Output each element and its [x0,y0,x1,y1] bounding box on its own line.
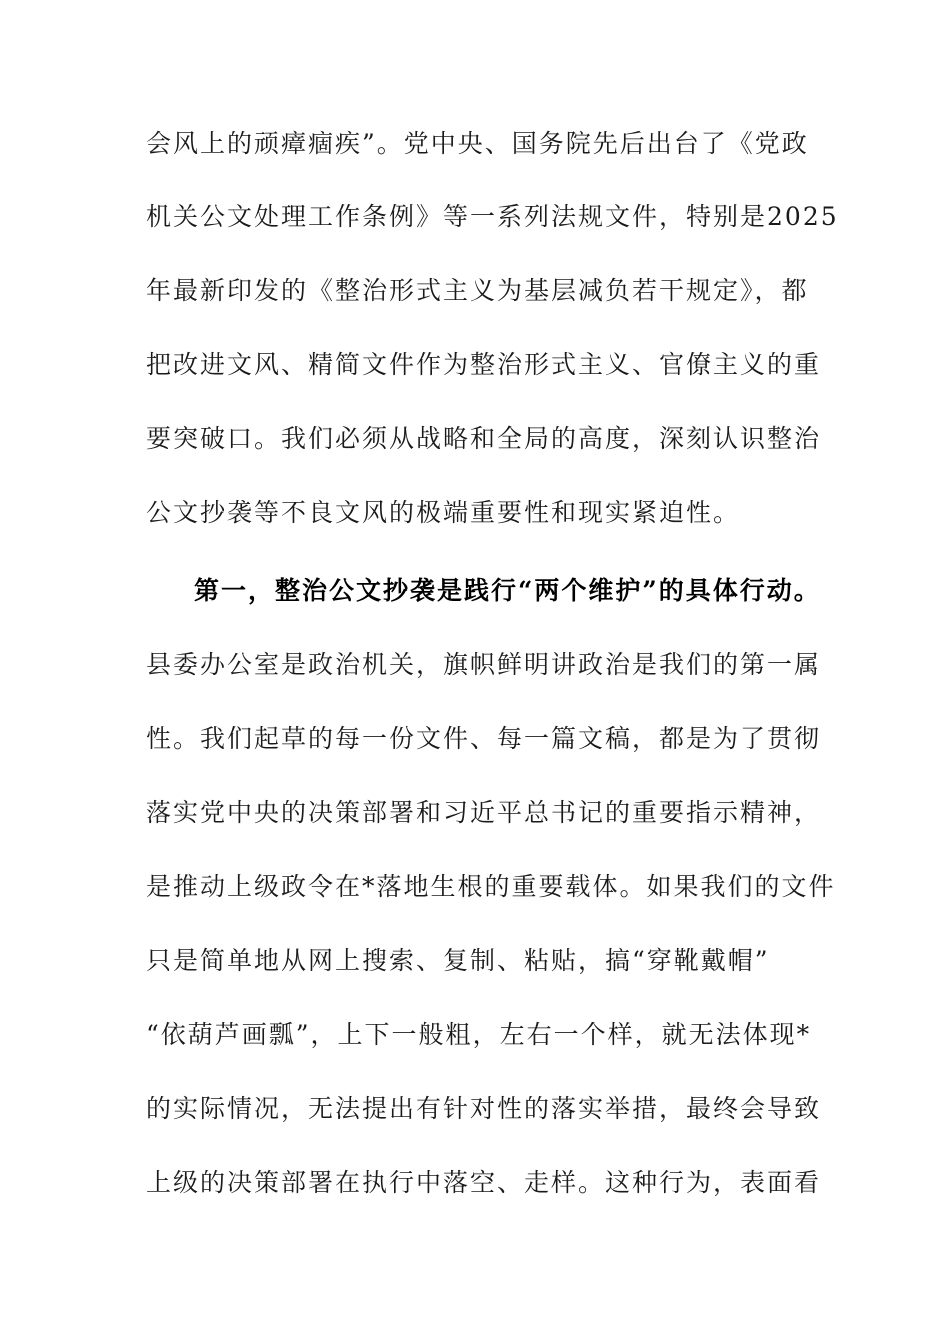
paragraph-line: 上级的决策部署在执行中落空、走样。这种行为，表面看 [146,1168,822,1197]
paragraph-line: 机关公文处理工作条例》等一系列法规文件，特别是2025 [146,202,839,231]
paragraph-line: 公文抄袭等不良文风的极端重要性和现实紧迫性。 [146,498,741,527]
paragraph-line: 把改进文风、精简文件作为整治形式主义、官僚主义的重 [146,350,822,379]
paragraph-line: 性。我们起草的每一份文件、每一篇文稿，都是为了贯彻 [146,724,822,753]
paragraph-line: “依葫芦画瓢”，上下一般粗，左右一个样，就无法体现* [146,1020,812,1049]
paragraph-line: 要突破口。我们必须从战略和全局的高度，深刻认识整治 [146,424,822,453]
paragraph-line: 县委办公室是政治机关，旗帜鲜明讲政治是我们的第一属 [146,650,822,679]
paragraph-line: 落实党中央的决策部署和习近平总书记的重要指示精神， [146,798,822,827]
paragraph-line: 是推动上级政令在*落地生根的重要载体。如果我们的文件 [146,872,836,901]
paragraph-line: 年最新印发的《整治形式主义为基层减负若干规定》，都 [146,276,809,305]
paragraph-line: 只是简单地从网上搜索、复制、粘贴，搞“穿靴戴帽” [146,946,770,975]
section-heading: 第一，整治公文抄袭是践行“两个维护”的具体行动。 [194,576,821,605]
paragraph-line: 的实际情况，无法提出有针对性的落实举措，最终会导致 [146,1094,822,1123]
paragraph-line: 会风上的顽瘴痼疾”。党中央、国务院先后出台了《党政 [146,129,809,158]
